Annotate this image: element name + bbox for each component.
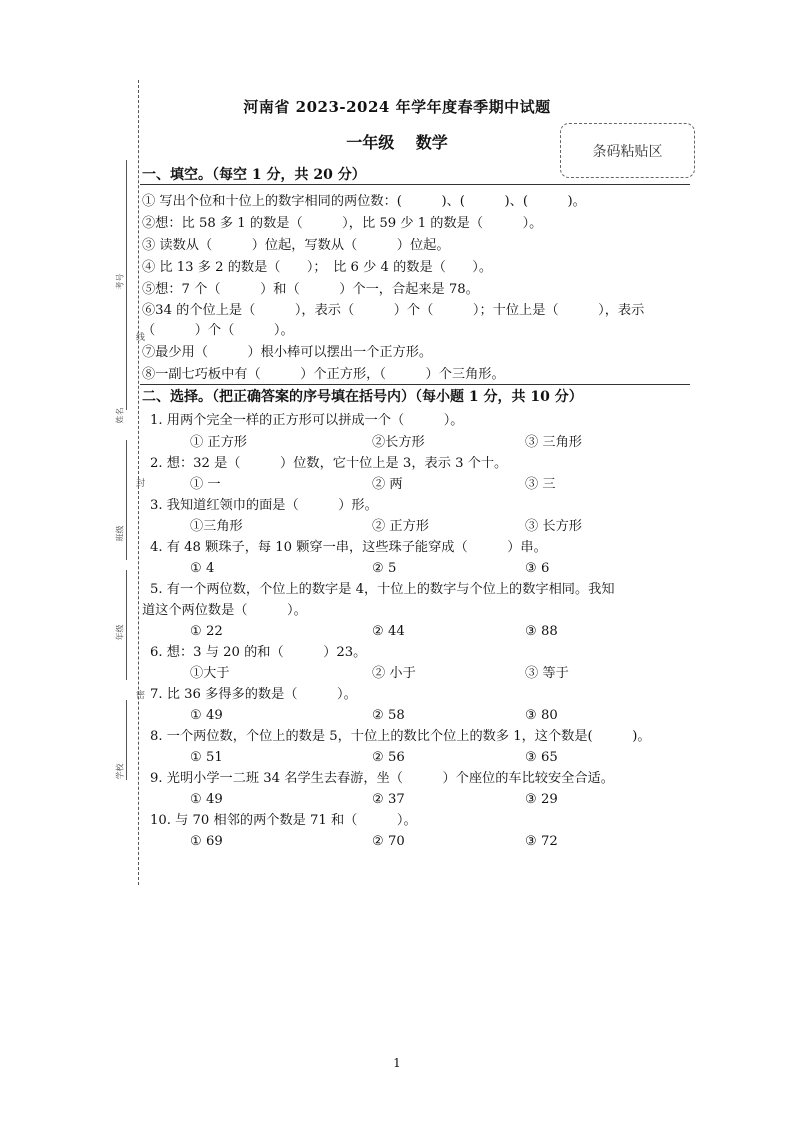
binding-tick: 密: [136, 691, 146, 701]
option-c: ③ 80: [525, 708, 558, 723]
option-a: ① 69: [190, 834, 223, 849]
option-a: ① 4: [190, 561, 215, 576]
option-b: ② 5: [372, 561, 397, 576]
choice-question: 6. 想：3 与 20 的和（ ）23。: [150, 645, 367, 660]
binding-field-line: [126, 160, 127, 410]
option-c: ③ 88: [525, 624, 558, 639]
section-rule: [140, 184, 690, 185]
binding-label-class: 班级: [115, 525, 125, 542]
option-a: ①大于: [190, 666, 230, 681]
option-c: ③ 等于: [525, 666, 569, 681]
fill-item: ⑦最少用（ ）根小棒可以摆出一个正方形。: [142, 345, 433, 360]
choice-question: 7. 比 36 多得多的数是（ ）。: [150, 687, 357, 702]
binding-field-line: [126, 700, 127, 780]
section-2-heading: 二、选择。（把正确答案的序号填在括号内）（每小题 1 分，共 10 分）: [142, 389, 583, 405]
choice-question: 3. 我知道红领巾的面是（ ）形。: [150, 498, 378, 513]
option-a: ①三角形: [190, 519, 243, 534]
section-1-heading: 一、填空。（每空 1 分，共 20 分）: [142, 167, 366, 183]
option-b: ② 44: [372, 624, 405, 639]
choice-question: 10. 与 70 相邻的两个数是 71 和（ ）。: [150, 813, 417, 828]
subject-label: 数学: [415, 133, 448, 152]
binding-label-name: 姓名: [115, 407, 125, 424]
option-a: ① 一: [190, 477, 221, 492]
fill-item: ⑥34 的个位上是（ ），表示（ ）个（ ）；十位上是（ ），表示: [142, 303, 645, 318]
option-b: ② 58: [372, 708, 405, 723]
option-c: ③ 三角形: [525, 435, 582, 450]
choice-question: 2. 想：32 是（ ）位数，它十位上是 3，表示 3 个十。: [150, 456, 508, 471]
page-number: 1: [393, 1056, 401, 1070]
binding-field-line: [126, 440, 127, 560]
option-a: ① 49: [190, 708, 223, 723]
option-b: ② 37: [372, 792, 405, 807]
fill-item: ②想：比 58 多 1 的数是（ ），比 59 少 1 的数是（ ）。: [142, 216, 543, 231]
binding-label-grade: 年级: [115, 624, 125, 641]
option-c: ③ 29: [525, 792, 558, 807]
option-c: ③ 72: [525, 834, 558, 849]
choice-question: 5. 有一个两位数，个位上的数字是 4，十位上的数字与个位上的数字相同。我知: [150, 582, 615, 597]
binding-tick: 线: [136, 333, 146, 343]
option-c: ③ 65: [525, 750, 558, 765]
exam-title: 河南省 2023-2024 年学年度春季期中试题: [243, 98, 551, 116]
fill-item: ③ 读数从（ ）位起，写数从（ ）位起。: [142, 238, 450, 253]
fill-item: （ ）个（ ）。: [142, 323, 294, 338]
option-a: ① 51: [190, 750, 223, 765]
choice-question: 8. 一个两位数，个位上的数是 5，十位上的数比个位上的数多 1，这个数是( )。: [150, 729, 651, 744]
choice-question: 1. 用两个完全一样的正方形可以拼成一个（ ）。: [150, 413, 464, 428]
section-rule: [140, 384, 690, 385]
fill-item: ⑤想：7 个（ ）和（ ）个一，合起来是 78。: [142, 282, 479, 297]
fill-item: ① 写出个位和十位上的数字相同的两位数：( )、( )、( )。: [142, 194, 586, 209]
choice-question: 9. 光明小学一二班 34 名学生去春游，坐（ ）个座位的车比较安全合适。: [150, 771, 614, 786]
option-a: ① 正方形: [190, 435, 247, 450]
fill-item: ⑧一副七巧板中有（ ）个正方形，（ ）个三角形。: [142, 367, 505, 382]
option-a: ① 49: [190, 792, 223, 807]
option-c: ③ 三: [525, 477, 556, 492]
option-b: ② 70: [372, 834, 405, 849]
option-b: ② 两: [372, 477, 403, 492]
option-c: ③ 长方形: [525, 519, 582, 534]
binding-label-exam-number: 考号: [115, 273, 125, 290]
option-b: ② 56: [372, 750, 405, 765]
binding-field-line: [126, 570, 127, 680]
barcode-area: 条码粘贴区: [560, 123, 695, 178]
option-b: ② 小于: [372, 666, 416, 681]
option-c: ③ 6: [525, 561, 550, 576]
fill-item: ④ 比 13 多 2 的数是（ ）； 比 6 少 4 的数是（ ）。: [142, 260, 493, 275]
choice-question-continuation: 道这个两位数是（ ）。: [142, 603, 307, 618]
option-b: ②长方形: [372, 435, 425, 450]
binding-label-school: 学校: [115, 763, 125, 780]
binding-tick: 封: [136, 479, 146, 489]
choice-question: 4. 有 48 颗珠子，每 10 颗穿一串，这些珠子能穿成（ ）串。: [150, 540, 547, 555]
option-b: ② 正方形: [372, 519, 429, 534]
grade-label: 一年级: [346, 133, 395, 152]
option-a: ① 22: [190, 624, 223, 639]
